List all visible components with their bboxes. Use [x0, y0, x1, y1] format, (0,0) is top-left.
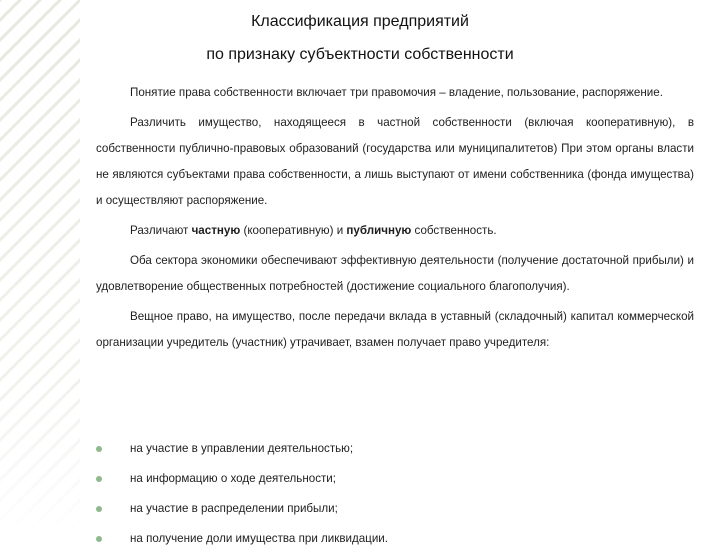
- paragraph-3: [96, 218, 694, 244]
- list-item: на участие в управлении деятельностью;: [96, 434, 694, 464]
- decorative-stripe-pattern: [0, 0, 80, 540]
- p3-before: Различают: [130, 224, 192, 237]
- paragraph-5: Вещное право, на имущество, после передачи вклада в уставный (складочный) капитал коммерческой организации учредитель (участник) утрачивает, взамен получает право учредителя:: [96, 310, 694, 349]
- paragraph-1: Понятие права собственности включает три правомочия – владение, пользование, распоряжение.: [130, 86, 663, 99]
- paragraph-2: Различить имущество, находящееся в частной собственности (включая кооперативную), в собственности публично-правовых образований (государства или муниципалитетов) При этом органы власти не являются субъектами права собственности, а лишь выступают от имени собственника (фонда имущества) и осуществляют распоряжение.: [96, 116, 694, 207]
- bullet-icon: [96, 476, 102, 482]
- list-item: на получение доли имущества при ликвидации.: [96, 524, 694, 554]
- p3-middle: (кооперативную) и: [240, 224, 347, 237]
- rights-list: [96, 434, 694, 554]
- bullet-icon: [96, 536, 102, 542]
- title-line-2: по признаку субъектности собственности: [206, 46, 514, 63]
- paragraph-4: Оба сектора экономики обеспечивают эффективную деятельности (получение достаточной прибыли) и удовлетворение общественных потребностей (достижение социального благополучия).: [96, 254, 694, 293]
- list-item: на участие в распределении прибыли;: [96, 494, 694, 524]
- bullet-icon: [96, 506, 102, 512]
- public-term: публичную: [346, 224, 412, 237]
- title-line-1: Классификация предприятий: [251, 13, 469, 30]
- list-item: на информацию о ходе деятельности;: [96, 464, 694, 494]
- document-body: [96, 80, 694, 356]
- private-term: частную: [191, 224, 241, 237]
- p3-after: собственность.: [411, 224, 497, 237]
- bullet-icon: [96, 446, 102, 452]
